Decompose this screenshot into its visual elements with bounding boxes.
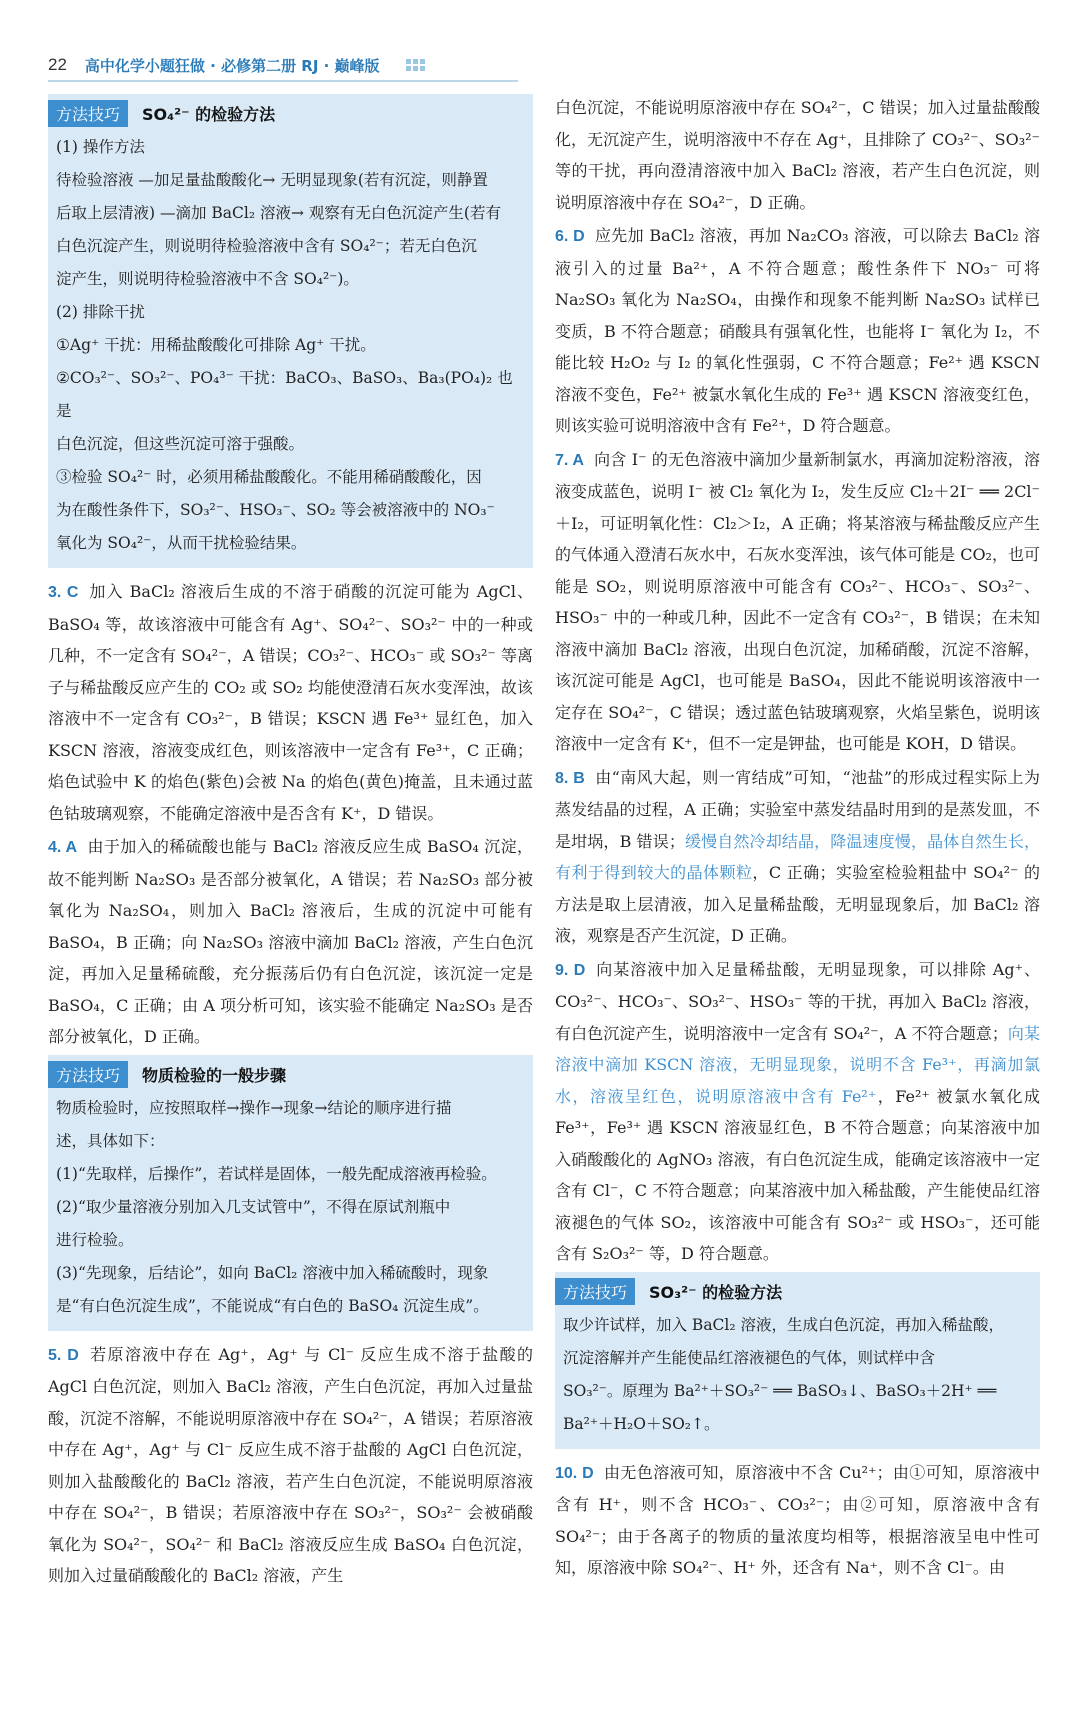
answer-3 [48, 576, 533, 829]
tip-line: (1)“先取样，后操作”，若试样是固体，一般先配成溶液再检验。 [56, 1164, 497, 1183]
answer-text: 应先加 BaCl₂ 溶液，再加 Na₂CO₃ 溶液，可以除去 BaCl₂ 溶液引入的过量 Ba²⁺，A 不符合题意；酸性条件下 NO₃⁻ 可将 Na₂SO₃ 氧化为 Na₂SO₄，由操作和现象不能判断 Na₂SO₃ 试样已变质，B 不符合题意；硝酸具有强氧化性，也能将 I⁻ 氧化为 I₂，不能比较 H₂O₂ 与 I₂ 的氧化性强弱，C 不符合题意；Fe²⁺ 遇 KSCN 溶液不变色，Fe²⁺ 被氯水氧化生成的 Fe³⁺ 遇 KSCN 溶液变红色，则该实验可说明溶液中含有 Fe²⁺，D 符合题意。 [555, 226, 1041, 435]
tip-box-sulfite [555, 1272, 1040, 1449]
answer-text: 由无色溶液可知，原溶液中不含 Cu²⁺；由①可知，原溶液中含有 H⁺，则不含 HCO₃⁻、CO₃²⁻；由②可知，原溶液中含有 SO₄²⁻；由于各离子的物质的量浓度均相等，根据溶液呈电中性可知，原溶液中除 SO₄²⁻、H⁺ 外，还含有 Na⁺，则不含 Cl⁻。由 [555, 1462, 1040, 1577]
answer-number: 9. D [555, 961, 586, 979]
tip-line: 白色沉淀产生，则说明待检验溶液中含有 SO₄²⁻；若无白色沉 [56, 237, 477, 255]
answer-number: 4. A [48, 839, 78, 856]
answer-5 [48, 1339, 533, 1592]
answer-8 [555, 762, 1040, 952]
tip-line: ③检验 SO₄²⁻ 时，必须用稀盐酸酸化。不能用稀硝酸酸化，因 [56, 468, 482, 486]
tip-line: (2)“取少量溶液分别加入几支试管中”，不得在原试剂瓶中 [56, 1197, 451, 1216]
answer-number: 6. D [555, 228, 585, 245]
answer-7 [555, 444, 1040, 760]
page-number: 22 [48, 55, 67, 74]
tip-line: 后取上层清液) —滴加 BaCl₂ 溶液→ 观察有无白色沉淀产生(若有 [56, 204, 501, 222]
tip-line: 述，具体如下： [56, 1131, 165, 1150]
answer-9 [555, 954, 1040, 1270]
tip-box-general-steps [48, 1055, 533, 1331]
answer-10 [555, 1457, 1040, 1584]
tip-title: SO₄²⁻ 的检验方法 [142, 105, 276, 124]
decorative-dots-icon [406, 59, 425, 71]
tip-line: (1) 操作方法 [56, 138, 145, 156]
highlighted-text: 向某溶液中滴加 KSCN 溶液，无明显现象，说明不含 Fe³⁺，再滴加氯水，溶液呈红色，说明原溶液中含有 Fe²⁺ [555, 1023, 1040, 1106]
tip-line: 淀产生，则说明待检验溶液中不含 SO₄²⁻)。 [56, 270, 359, 288]
tip-line: (3)“先现象，后结论”，如向 BaCl₂ 溶液中加入稀硫酸时，现象 [56, 1263, 489, 1282]
tip-box-sulfate [48, 94, 533, 568]
tip-title: SO₃²⁻ 的检验方法 [649, 1282, 783, 1302]
answer-text: ，C 正确；实验室检验粗盐中 SO₄²⁻ 的方法是取上层清液，加入足量稀盐酸，无明显现象后，加 BaCl₂ 溶液，观察是否产生沉淀，D 正确。 [555, 863, 1040, 945]
answer-number: 7. A [555, 451, 584, 469]
answer-number: 8. B [555, 769, 585, 787]
answer-5-continued: 白色沉淀，不能说明原溶液中存在 SO₄²⁻，C 错误；加入过量盐酸酸化，无沉淀产生，说明溶液中不存在 Ag⁺，且排除了 CO₃²⁻、SO₃²⁻ 等的干扰，再向澄清溶液中加入 BaCl₂ 溶液，若产生白色沉淀，则说明原溶液中存在 SO₄²⁻，D 正确。 [555, 98, 1040, 212]
tip-line: ①Ag⁺ 干扰：用稀盐酸酸化可排除 Ag⁺ 干扰。 [56, 336, 376, 354]
tip-line: 沉淀溶解并产生能使品红溶液褪色的气体，则试样中含 [563, 1348, 936, 1367]
answer-text: 由于加入的稀硫酸也能与 BaCl₂ 溶液反应生成 BaSO₄ 沉淀，故不能判断 Na₂SO₃ 是否部分被氧化，A 错误；若 Na₂SO₃ 部分被氧化为 Na₂SO₄，则加入 BaCl₂ 溶液后，生成的沉淀中可能有 BaSO₄，B 正确；向 Na₂SO₃ 溶液中滴加 BaCl₂ 溶液，产生白色沉淀，再加入足量稀硫酸，充分振荡后仍有白色沉淀，该沉淀一定是 BaSO₄，C 正确；由 A 项分析可知，该实验不能确定 Na₂SO₃ 是否部分被氧化，D 正确。 [48, 837, 533, 1046]
tip-line: 为在酸性条件下，SO₃²⁻、HSO₃⁻、SO₂ 等会被溶液中的 NO₃⁻ [56, 501, 495, 519]
tip-line: 氧化为 SO₄²⁻，从而干扰检验结果。 [56, 534, 307, 552]
tip-line: 取少许试样，加入 BaCl₂ 溶液，生成白色沉淀，再加入稀盐酸， [563, 1315, 1005, 1334]
tip-line: 进行检验。 [56, 1230, 134, 1249]
tip-line: ②CO₃²⁻、SO₃²⁻、PO₄³⁻ 干扰：BaCO₃、BaSO₃、Ba₃(PO₄)₂ 也是 [56, 369, 513, 420]
tip-line: 待检验溶液 —加足量盐酸酸化→ 无明显现象(若有沉淀，则静置 [56, 171, 488, 189]
left-column [48, 92, 533, 1594]
answer-text: ，Fe²⁺ 被氯水氧化成 Fe³⁺，Fe³⁺ 遇 KSCN 溶液显红色，B 不符合题意；向某溶液中加入硝酸酸化的 AgNO₃ 溶液，有白色沉淀生成，能确定该溶液中一定含有 Cl⁻，C 不符合题意；向某溶液中加入稀盐酸，产生能使品红溶液褪色的气体 SO₂，该溶液中可能含有 SO₃²⁻ 或 HSO₃⁻，还可能含有 S₂O₃²⁻ 等，D 符合题意。 [555, 1086, 1040, 1263]
answer-number: 5. D [48, 1346, 79, 1364]
answer-6 [555, 220, 1040, 442]
book-title: 高中化学小题狂做 · 必修第二册 RJ · 巅峰版 [84, 56, 380, 75]
answer-text: 向某溶液中加入足量稀盐酸，无明显现象，可以排除 Ag⁺、CO₃²⁻、HCO₃⁻、SO₃²⁻、HSO₃⁻ 等的干扰，再加入 BaCl₂ 溶液，有白色沉淀产生，说明溶液中一定含有 SO₄²⁻，A 不符合题意； [555, 959, 1040, 1043]
answer-number: 10. D [555, 1464, 594, 1482]
page-header [48, 50, 518, 82]
tip-line: 是“有白色沉淀生成”，不能说成“有白色的 BaSO₄ 沉淀生成”。 [56, 1296, 489, 1315]
answer-text: 加入 BaCl₂ 溶液后生成的不溶于硝酸的沉淀可能为 AgCl、BaSO₄ 等，故该溶液中可能含有 Ag⁺、SO₄²⁻、SO₃²⁻ 中的一种或几种，不一定含有 SO₄²⁻，A 错误；CO₃²⁻、HCO₃⁻ 或 SO₃²⁻ 等离子与稀盐酸反应产生的 CO₂ 或 SO₂ 均能使澄清石灰水变浑浊，故该溶液中不一定含有 CO₃²⁻，B 错误；KSCN 遇 Fe³⁺ 显红色，加入 KSCN 溶液，溶液变成红色，则该溶液中一定含有 Fe³⁺，C 正确；焰色试验中 K 的焰色(紫色)会被 Na 的焰色(黄色)掩盖，且未通过蓝色钴玻璃观察，不能确定溶液中是否含有 K⁺，D 错误。 [48, 582, 533, 823]
answer-text: 向含 I⁻ 的无色溶液中滴加少量新制氯水，再滴加淀粉溶液，溶液变成蓝色，说明 I⁻ 被 Cl₂ 氧化为 I₂，发生反应 Cl₂＋2I⁻ ══ 2Cl⁻＋I₂，可证明氧化性：Cl₂＞I₂，A 正确；将某溶液与稀盐酸反应产生的气体通入澄清石灰水中，石灰水变浑浊，该气体可能是 CO₂，也可能是 SO₂，则说明原溶液中可能含有 CO₃²⁻、HCO₃⁻、SO₃²⁻、HSO₃⁻ 中的一种或几种，因此不一定含有 CO₃²⁻，B 错误；在未知溶液中滴加 BaCl₂ 溶液，出现白色沉淀，加稀硝酸，沉淀不溶解，该沉淀可能是 AgCl，也可能是 BaSO₄，因此不能说明该溶液中一定存在 SO₄²⁻，C 错误；透过蓝色钴玻璃观察，火焰呈紫色，说明该溶液中一定含有 K⁺，但不一定是钾盐，也可能是 KOH，D 错误。 [555, 449, 1040, 753]
answer-text: 若原溶液中存在 Ag⁺，Ag⁺ 与 Cl⁻ 反应生成不溶于盐酸的 AgCl 白色沉淀，则加入 BaCl₂ 溶液，产生白色沉淀，再加入过量盐酸，沉淀不溶解，不能说明原溶液中存在 SO₄²⁻，A 错误；若原溶液中存在 Ag⁺，Ag⁺ 与 Cl⁻ 反应生成不溶于盐酸的 AgCl 白色沉淀，则加入盐酸酸化的 BaCl₂ 溶液，若产生白色沉淀，不能说明原溶液中存在 SO₄²⁻，B 错误；若原溶液中存在 SO₃²⁻，SO₃²⁻ 会被硝酸氧化为 SO₄²⁻，SO₄²⁻ 和 BaCl₂ 溶液反应生成 BaSO₄ 白色沉淀，则加入过量硝酸酸化的 BaCl₂ 溶液，产生 [48, 1344, 533, 1585]
tip-line: Ba²⁺＋H₂O＋SO₂↑。 [563, 1414, 720, 1433]
right-column [555, 92, 1040, 1586]
tip-tag: 方法技巧 [48, 100, 128, 127]
highlighted-text: 缓慢自然冷却结晶，降温速度慢，晶体自然生长，有利于得到较大的晶体颗粒 [555, 831, 1040, 882]
answer-number: 3. C [48, 584, 79, 601]
tip-line: SO₃²⁻。原理为 Ba²⁺＋SO₃²⁻ ══ BaSO₃↓、BaSO₃＋2H⁺ ══ [563, 1381, 997, 1400]
tip-line: 物质检验时，应按照取样→操作→现象→结论的顺序进行描 [56, 1098, 452, 1117]
tip-tag: 方法技巧 [555, 1278, 635, 1305]
tip-line: (2) 排除干扰 [56, 303, 145, 321]
answer-text: 由“南风大起，则一宵结成”可知，“池盐”的形成过程实际上为蒸发结晶的过程，A 正确；实验室中蒸发结晶时用到的是蒸发皿，不是坩埚，B 错误； [555, 767, 1040, 851]
answer-4 [48, 831, 533, 1053]
tip-line: 白色沉淀，但这些沉淀可溶于强酸。 [56, 435, 305, 453]
tip-tag: 方法技巧 [48, 1061, 128, 1088]
tip-title: 物质检验的一般步骤 [142, 1065, 287, 1085]
